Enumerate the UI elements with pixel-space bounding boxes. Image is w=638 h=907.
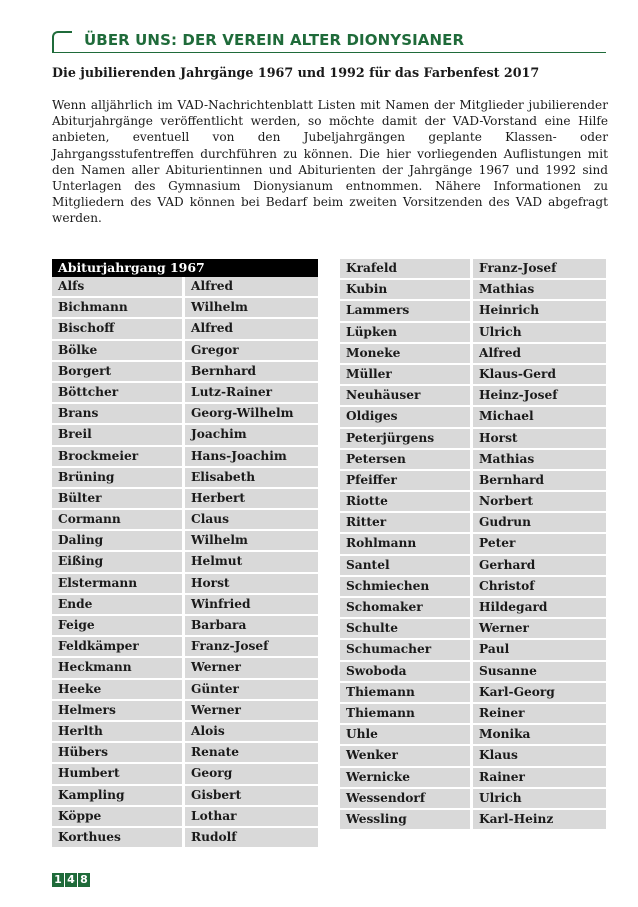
first-name-cell: Bernhard (473, 471, 606, 490)
table-row (52, 743, 318, 762)
page-number-digit: 8 (78, 873, 90, 887)
last-name-cell: Heeke (52, 680, 182, 699)
table-row (52, 764, 318, 783)
table-row (340, 471, 606, 490)
first-name-cell: Alfred (185, 319, 318, 338)
table-row (52, 277, 318, 296)
last-name-cell: Ende (52, 595, 182, 614)
first-name-cell: Renate (185, 743, 318, 762)
table-row (52, 383, 318, 402)
table-row (340, 768, 606, 787)
table-row (340, 429, 606, 448)
first-name-cell: Ulrich (473, 323, 606, 342)
names-table-right (340, 259, 606, 831)
first-name-cell: Werner (185, 701, 318, 720)
table-row (340, 746, 606, 765)
page-number-digit: 4 (65, 873, 77, 887)
first-name-cell: Christof (473, 577, 606, 596)
first-name-cell: Michael (473, 407, 606, 426)
last-name-cell: Schumacher (340, 640, 470, 659)
table-row (52, 531, 318, 550)
first-name-cell: Wilhelm (185, 298, 318, 317)
table-row (340, 365, 606, 384)
table-row (340, 301, 606, 320)
table-row (52, 595, 318, 614)
names-table-left (52, 259, 318, 849)
last-name-cell: Ritter (340, 513, 470, 532)
last-name-cell: Thiemann (340, 704, 470, 723)
table-row (52, 341, 318, 360)
last-name-cell: Schomaker (340, 598, 470, 617)
table-row (52, 362, 318, 381)
table-row (52, 807, 318, 826)
last-name-cell: Kampling (52, 786, 182, 805)
table-row (340, 619, 606, 638)
table-row (52, 552, 318, 571)
table-row (340, 407, 606, 426)
last-name-cell: Brüning (52, 468, 182, 487)
table-row (52, 637, 318, 656)
last-name-cell: Böttcher (52, 383, 182, 402)
table-row (340, 344, 606, 363)
first-name-cell: Georg (185, 764, 318, 783)
page-header (52, 31, 606, 53)
table-row (340, 789, 606, 808)
table-row (340, 450, 606, 469)
section-title: ÜBER UNS: DER VEREIN ALTER DIONYSIANER (84, 31, 465, 49)
last-name-cell: Bölke (52, 341, 182, 360)
table-row (340, 577, 606, 596)
table-row (52, 616, 318, 635)
table-row (52, 447, 318, 466)
first-name-cell: Werner (473, 619, 606, 638)
last-name-cell: Moneke (340, 344, 470, 363)
last-name-cell: Lüpken (340, 323, 470, 342)
last-name-cell: Bischoff (52, 319, 182, 338)
first-name-cell: Gerhard (473, 556, 606, 575)
first-name-cell: Wilhelm (185, 531, 318, 550)
last-name-cell: Krafeld (340, 259, 470, 278)
last-name-cell: Brockmeier (52, 447, 182, 466)
table-row (340, 598, 606, 617)
last-name-cell: Kubin (340, 280, 470, 299)
last-name-cell: Borgert (52, 362, 182, 381)
table-row (52, 701, 318, 720)
first-name-cell: Paul (473, 640, 606, 659)
first-name-cell: Bernhard (185, 362, 318, 381)
header-rule (52, 52, 606, 53)
table-row (52, 319, 318, 338)
first-name-cell: Horst (473, 429, 606, 448)
first-name-cell: Hans-Joachim (185, 447, 318, 466)
last-name-cell: Müller (340, 365, 470, 384)
last-name-cell: Bichmann (52, 298, 182, 317)
first-name-cell: Susanne (473, 662, 606, 681)
first-name-cell: Rudolf (185, 828, 318, 847)
first-name-cell: Alois (185, 722, 318, 741)
last-name-cell: Oldiges (340, 407, 470, 426)
table-row (52, 680, 318, 699)
first-name-cell: Herbert (185, 489, 318, 508)
table-row (340, 280, 606, 299)
first-name-cell: Heinz-Josef (473, 386, 606, 405)
last-name-cell: Helmers (52, 701, 182, 720)
first-name-cell: Karl-Georg (473, 683, 606, 702)
page-number-digit: 1 (52, 873, 64, 887)
last-name-cell: Lammers (340, 301, 470, 320)
first-name-cell: Heinrich (473, 301, 606, 320)
table-row (340, 640, 606, 659)
table-row (52, 510, 318, 529)
last-name-cell: Feldkämper (52, 637, 182, 656)
last-name-cell: Eißing (52, 552, 182, 571)
first-name-cell: Georg-Wilhelm (185, 404, 318, 423)
first-name-cell: Gisbert (185, 786, 318, 805)
first-name-cell: Peter (473, 534, 606, 553)
last-name-cell: Wenker (340, 746, 470, 765)
last-name-cell: Herlth (52, 722, 182, 741)
first-name-cell: Reiner (473, 704, 606, 723)
table-row (52, 658, 318, 677)
last-name-cell: Wessling (340, 810, 470, 829)
first-name-cell: Winfried (185, 595, 318, 614)
last-name-cell: Schmiechen (340, 577, 470, 596)
first-name-cell: Klaus-Gerd (473, 365, 606, 384)
last-name-cell: Schulte (340, 619, 470, 638)
first-name-cell: Franz-Josef (185, 637, 318, 656)
table-row (340, 725, 606, 744)
first-name-cell: Günter (185, 680, 318, 699)
first-name-cell: Werner (185, 658, 318, 677)
first-name-cell: Joachim (185, 425, 318, 444)
first-name-cell: Alfred (473, 344, 606, 363)
first-name-cell: Ulrich (473, 789, 606, 808)
first-name-cell: Barbara (185, 616, 318, 635)
first-name-cell: Elisabeth (185, 468, 318, 487)
first-name-cell: Lothar (185, 807, 318, 826)
table-row (52, 468, 318, 487)
last-name-cell: Pfeiffer (340, 471, 470, 490)
table-row (52, 425, 318, 444)
table-row (340, 259, 606, 278)
table-row (52, 489, 318, 508)
page-number (52, 873, 91, 887)
last-name-cell: Riotte (340, 492, 470, 511)
last-name-cell: Thiemann (340, 683, 470, 702)
last-name-cell: Korthues (52, 828, 182, 847)
first-name-cell: Norbert (473, 492, 606, 511)
table-row (52, 722, 318, 741)
last-name-cell: Alfs (52, 277, 182, 296)
table-heading: Abiturjahrgang 1967 (52, 259, 318, 277)
header-corner-ornament (52, 31, 72, 53)
first-name-cell: Gregor (185, 341, 318, 360)
first-name-cell: Rainer (473, 768, 606, 787)
last-name-cell: Peterjürgens (340, 429, 470, 448)
table-row (52, 298, 318, 317)
last-name-cell: Humbert (52, 764, 182, 783)
last-name-cell: Daling (52, 531, 182, 550)
first-name-cell: Horst (185, 574, 318, 593)
last-name-cell: Feige (52, 616, 182, 635)
last-name-cell: Breil (52, 425, 182, 444)
last-name-cell: Brans (52, 404, 182, 423)
article-subtitle: Die jubilierenden Jahrgänge 1967 und 1992 für das Farbenfest 2017 (52, 65, 540, 80)
last-name-cell: Uhle (340, 725, 470, 744)
table-row (340, 683, 606, 702)
first-name-cell: Klaus (473, 746, 606, 765)
last-name-cell: Swoboda (340, 662, 470, 681)
table-row (340, 810, 606, 829)
last-name-cell: Wernicke (340, 768, 470, 787)
first-name-cell: Mathias (473, 450, 606, 469)
last-name-cell: Köppe (52, 807, 182, 826)
table-row (52, 404, 318, 423)
table-row (340, 534, 606, 553)
last-name-cell: Hübers (52, 743, 182, 762)
last-name-cell: Cormann (52, 510, 182, 529)
table-row (340, 492, 606, 511)
table-row (340, 662, 606, 681)
last-name-cell: Rohlmann (340, 534, 470, 553)
last-name-cell: Santel (340, 556, 470, 575)
first-name-cell: Gudrun (473, 513, 606, 532)
table-row (340, 556, 606, 575)
table-row (52, 786, 318, 805)
first-name-cell: Lutz-Rainer (185, 383, 318, 402)
last-name-cell: Petersen (340, 450, 470, 469)
first-name-cell: Mathias (473, 280, 606, 299)
table-row (340, 704, 606, 723)
table-row (52, 574, 318, 593)
last-name-cell: Neuhäuser (340, 386, 470, 405)
last-name-cell: Bülter (52, 489, 182, 508)
first-name-cell: Karl-Heinz (473, 810, 606, 829)
last-name-cell: Elstermann (52, 574, 182, 593)
table-row (340, 323, 606, 342)
first-name-cell: Alfred (185, 277, 318, 296)
intro-paragraph: Wenn alljährlich im VAD-Nachrichtenblatt Listen mit Namen der Mitglieder jubilierender Abiturjahrgänge veröffentlicht werden, so möchte damit der VAD-Vorstand eine Hilfe anbieten, eventuell von den Jubeljahrgängen geplante Klassen- oder Jahrgangsstufentreffen durchführen zu können. Die hier vorliegenden Auflistungen mit den Namen aller Abiturientinnen und Abiturienten der Jahrgänge 1967 und 1992 sind Unterlagen des Gymnasium Dionysianum entnommen. Nähere Informationen zu Mitgliedern des VAD können bei Bedarf beim zweiten Vorsitzenden des VAD abgefragt werden. (52, 98, 608, 226)
first-name-cell: Hildegard (473, 598, 606, 617)
first-name-cell: Helmut (185, 552, 318, 571)
table-row (52, 828, 318, 847)
last-name-cell: Wessendorf (340, 789, 470, 808)
table-row (340, 386, 606, 405)
table-row (340, 513, 606, 532)
last-name-cell: Heckmann (52, 658, 182, 677)
first-name-cell: Claus (185, 510, 318, 529)
first-name-cell: Monika (473, 725, 606, 744)
first-name-cell: Franz-Josef (473, 259, 606, 278)
